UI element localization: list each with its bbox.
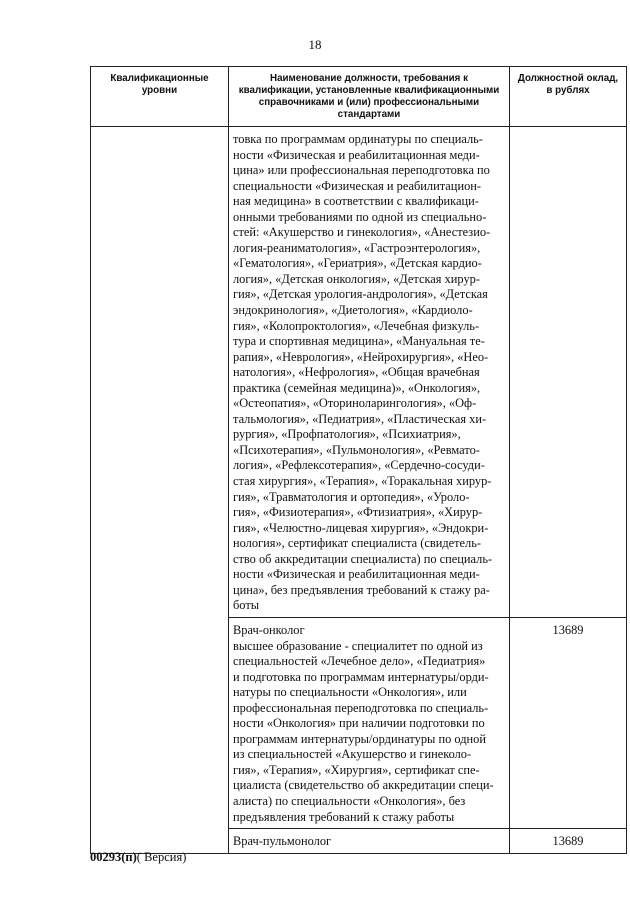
description-line: эндокринология», «Диетология», «Кардиоло- xyxy=(233,303,473,318)
description-line: ности «Физическая и реабилитационная меди- xyxy=(233,567,480,582)
description-line: логия», «Рефлексотерапия», «Сердечно-сосуди- xyxy=(233,458,485,473)
description-line: «Психотерапия», «Пульмонология», «Ревмато- xyxy=(233,442,480,457)
table-header-row xyxy=(91,67,627,127)
position-description-cell xyxy=(229,127,510,618)
description-line: специальности «Физическая и реабилитацион- xyxy=(233,178,482,193)
description-line: циалиста (свидетельство об аккредитации специ- xyxy=(233,778,494,793)
description-line: программам интернатуры/ординатуры по одной xyxy=(233,731,486,746)
description-line: цина», без предъявления требований к стажу ра- xyxy=(233,582,490,597)
description-line: гия», «Колопроктология», «Лечебная физкуль- xyxy=(233,318,480,333)
document-footer xyxy=(90,850,186,865)
description-line: высшее образование - специалитет по одной из xyxy=(233,638,483,653)
salary-cell: 13689 xyxy=(510,617,627,828)
header-position-requirements: Наименование должности, требования к квалификации, установленные квалификационными справочниками и (или) профессиональными стандартами xyxy=(229,67,510,127)
position-title: Врач-пульмонолог xyxy=(233,834,332,849)
description-line: товка по программам ординатуры по специаль- xyxy=(233,132,483,146)
qualification-table xyxy=(90,66,627,854)
description-line: ности «Онкология» при наличии подготовки по xyxy=(233,716,485,731)
description-line: нология», сертификат специалиста (свидетель- xyxy=(233,536,482,551)
description-line: логия-реаниматология», «Гастроэнтерология», xyxy=(233,240,481,255)
description-line: натология», «Нефрология», «Общая врачебная xyxy=(233,365,480,380)
description-line: рапия», «Неврология», «Нейрохирургия», «Нео- xyxy=(233,349,489,364)
position-description-cell xyxy=(229,829,510,854)
description-line: тура и спортивная медицина», «Мануальная те- xyxy=(233,334,485,349)
description-line: гия», «Челюстно-лицевая хирургия», «Эндокри- xyxy=(233,520,489,535)
description-line: ство об аккредитации специалиста) по специаль- xyxy=(233,551,493,566)
document-code: 00293(п) xyxy=(90,850,137,864)
position-title: Врач-онколог xyxy=(233,622,305,637)
description-line: «Остеопатия», «Оториноларингология», «Оф- xyxy=(233,396,477,411)
header-salary: Должностной оклад, в рублях xyxy=(510,67,627,127)
description-line: из специальностей «Акушерство и гинеколо- xyxy=(233,747,472,762)
description-line: гия», «Травматология и ортопедия», «Уроло- xyxy=(233,489,470,504)
description-line: логия», «Детская онкология», «Детская хирур- xyxy=(233,271,480,286)
description-line: специальностей «Лечебное дело», «Педиатрия» xyxy=(233,654,486,669)
header-qualification-levels: Квалификационные уровни xyxy=(91,67,229,127)
qualification-level-cell xyxy=(91,127,229,854)
page-number: 18 xyxy=(308,37,322,52)
description-line: гия», «Физиотерапия», «Фтизиатрия», «Хирур- xyxy=(233,505,483,520)
description-line: практика (семейная медицина)», «Онкология», xyxy=(233,380,481,395)
description-line: онными требованиями по одной из специально- xyxy=(233,209,487,224)
description-line: рургия», «Профпатология», «Психиатрия», xyxy=(233,427,461,442)
description-line: предъявления требований к стажу работы xyxy=(233,809,455,824)
description-line: профессиональная переподготовка по специаль- xyxy=(233,700,489,715)
description-line: цина» или профессиональная переподготовка по xyxy=(233,163,490,178)
description-line: и подготовка по программам интернатуры/орди- xyxy=(233,669,489,684)
description-line: гия», «Детская урология-андрология», «Детская xyxy=(233,287,488,302)
description-line: стая хирургия», «Терапия», «Торакальная хирур- xyxy=(233,474,492,489)
table-row xyxy=(91,127,627,618)
description-line: ная медицина» в соответствии с квалификаци- xyxy=(233,194,479,209)
description-line: алиста) по специальности «Онкология», без xyxy=(233,793,466,808)
description-line: ности «Физическая и реабилитационная меди- xyxy=(233,147,480,162)
description-line: «Гематология», «Гериатрия», «Детская кардио- xyxy=(233,256,482,271)
description-line: натуры по специальности «Онкология», или xyxy=(233,685,467,700)
salary-cell xyxy=(510,127,627,618)
document-version: ( Версия) xyxy=(136,850,187,864)
description-line: тальмология», «Педиатрия», «Пластическая хи- xyxy=(233,411,487,426)
description-line: гия», «Терапия», «Хирургия», сертификат спе- xyxy=(233,762,480,777)
description-line: боты xyxy=(233,598,260,613)
position-description-cell xyxy=(229,617,510,828)
description-line: стей: «Акушерство и гинекология», «Анестезио- xyxy=(233,225,491,240)
salary-cell: 13689 xyxy=(510,829,627,854)
